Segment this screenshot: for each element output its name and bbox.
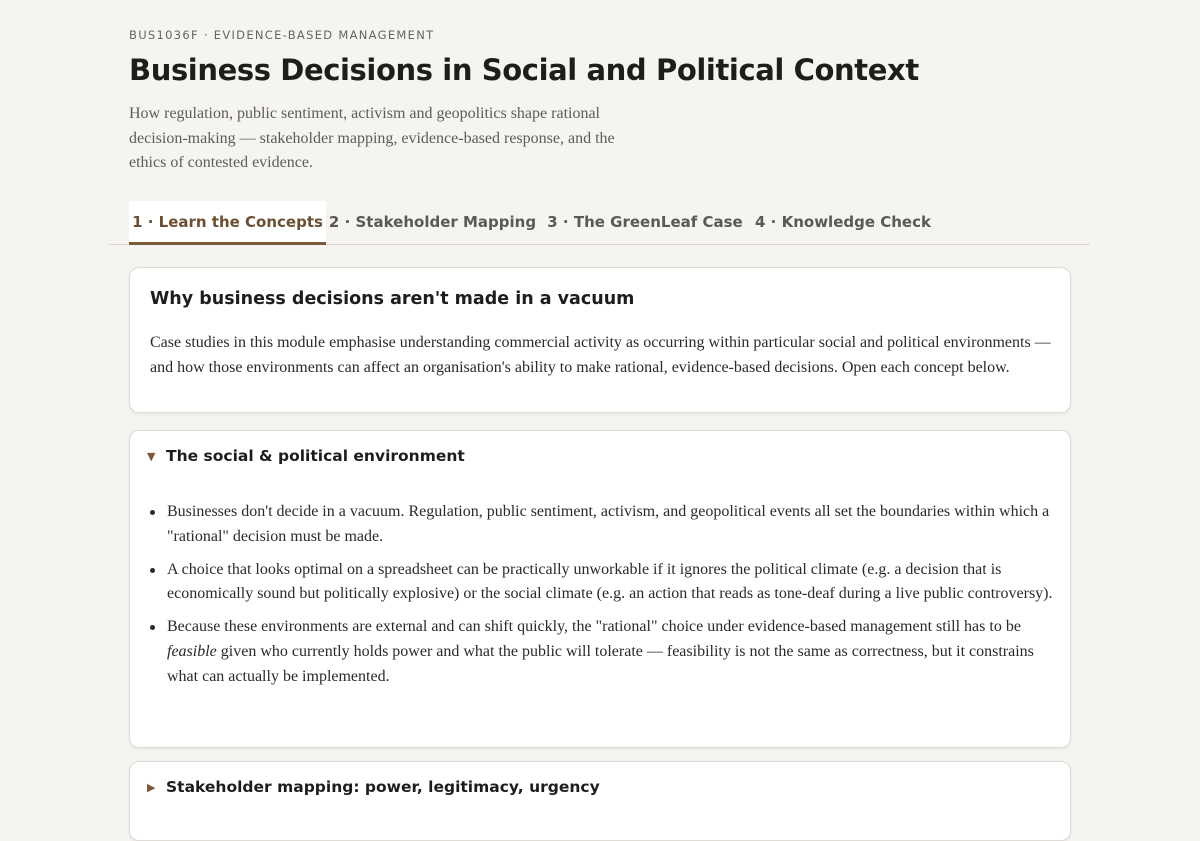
triangle-right-icon: ▶ [147,780,156,794]
accordion-social-political [129,430,1071,748]
accordion-header-social-political[interactable] [147,447,465,465]
intro-heading: Why business decisions aren't made in a vacuum [150,289,635,309]
tab-knowledge-check[interactable]: 4 · Knowledge Check [755,212,931,231]
accordion-title: The social & political environment [166,447,465,465]
concept-bullet-list [167,500,1057,698]
emphasis-text: feasible [167,642,217,660]
list-item-text: given who currently holds power and what the public will tolerate — feasibility is not the same as correctness, but it constrains what can actually be implemented. [167,642,1034,685]
accordion-stakeholder-mapping [129,761,1071,841]
page-subtitle: How regulation, public sentiment, activism and geopolitics shape rational decision-making — stakeholder mapping, evidence-based response, and the ethics of contested evidence. [129,105,615,171]
tab-stakeholder-mapping[interactable]: 2 · Stakeholder Mapping [328,212,537,231]
list-item: Businesses don't decide in a vacuum. Regulation, public sentiment, activism, and geopolitical events all set the boundaries within which a "rational" decision must be made. [167,500,1057,550]
tab-learn-concepts[interactable]: 1 · Learn the Concepts [129,201,326,245]
list-item-text: Because these environments are external and can shift quickly, the "rational" choice under evidence-based management still has to be [167,618,1021,636]
course-eyebrow: BUS1036F · EVIDENCE-BASED MANAGEMENT [129,28,435,42]
accordion-title: Stakeholder mapping: power, legitimacy, urgency [166,778,600,796]
tab-bar [109,201,1090,245]
intro-body: Case studies in this module emphasise understanding commercial activity as occurring within particular social and political environments — and how those environments can affect an organisation's ability to make rational, evidence-based decisions. Open each concept below. [150,334,1051,376]
intro-card [129,267,1071,413]
list-item: A choice that looks optimal on a spreadsheet can be practically unworkable if it ignores the political climate (e.g. a decision that is economically sound but politically explosive) or the social climate (e.g. an action that reads as tone-deaf during a live public controversy). [167,558,1057,608]
list-item [167,615,1057,689]
triangle-down-icon: ▼ [147,449,156,463]
page-title: Business Decisions in Social and Political Context [129,53,919,87]
accordion-header-stakeholder-mapping[interactable] [147,778,600,796]
tab-greenleaf-case[interactable]: 3 · The GreenLeaf Case [547,212,743,231]
